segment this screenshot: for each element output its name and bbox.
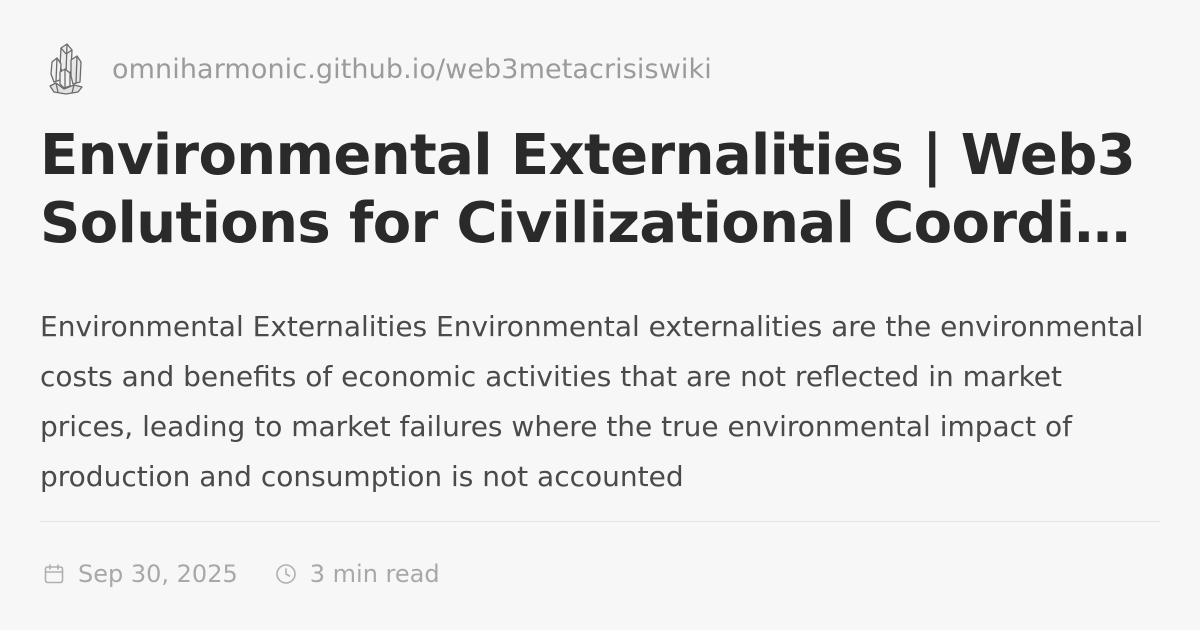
read-time-text: 3 min read bbox=[309, 560, 440, 588]
site-url[interactable]: omniharmonic.github.io/web3metacrisiswiki bbox=[112, 53, 712, 85]
publish-date bbox=[42, 560, 238, 588]
crystal-cluster-icon bbox=[48, 42, 84, 96]
clock-icon bbox=[274, 562, 298, 586]
page-title[interactable]: Environmental Externalities | Web3 Solutions for Civilizational Coordi… bbox=[40, 123, 1136, 256]
read-time bbox=[274, 560, 440, 588]
publish-date-text: Sep 30, 2025 bbox=[78, 560, 238, 588]
article-description: Environmental Externalities Environmental externalities are the environmental costs and benefits of economic activities that are not reflected in market prices, leading to market failures where the true environmental impact of production and consumption is not accounted bbox=[40, 310, 1144, 493]
calendar-icon bbox=[42, 562, 66, 586]
article-meta bbox=[42, 556, 440, 592]
divider bbox=[40, 521, 1160, 522]
site-header bbox=[48, 42, 712, 96]
